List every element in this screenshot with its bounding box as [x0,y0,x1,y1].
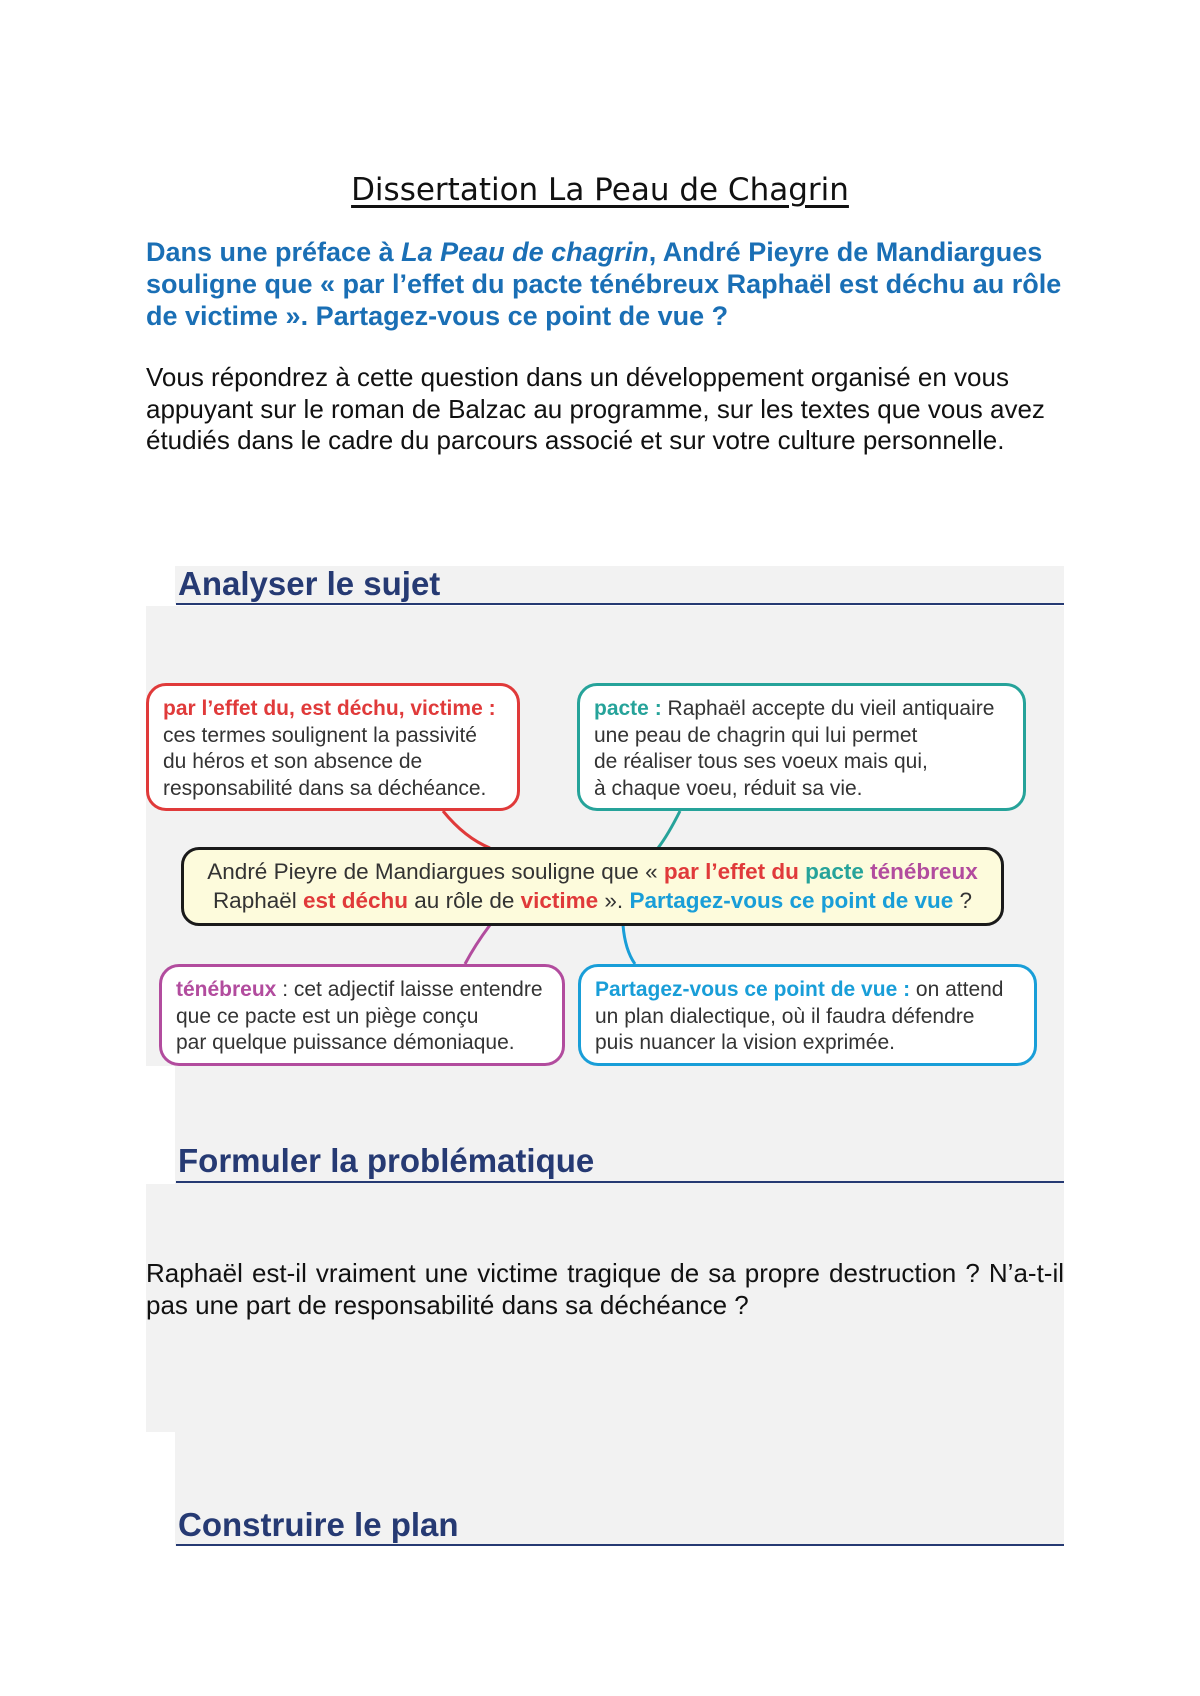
box-purple-line: que ce pacte est un piège conçu [176,1004,479,1028]
connector-teal [658,811,680,848]
box-teal-line: une peau de chagrin qui lui permet [594,723,918,747]
box-red-keyword: par l’effet du, est déchu, victime : [163,697,496,720]
section-rule [176,1181,1064,1183]
section-title-plan: Construire le plan [178,1506,459,1543]
center-text: André Pieyre de Mandiargues souligne que « [207,859,664,884]
center-text: ». [598,888,630,913]
center-keyword-red: victime [520,888,599,913]
center-text: ? [953,888,973,913]
box-teal-keyword: pacte : [594,697,662,720]
section-rule [176,1544,1064,1546]
box-blue-line: puis nuancer la vision exprimée. [595,1031,895,1054]
diagram-box-blue [578,964,1037,1066]
box-purple-first-line: : cet adjectif laisse entendre [276,978,543,1001]
center-keyword-teal: pacte [805,859,864,884]
connector-purple [465,925,490,964]
diagram-box-red [146,683,520,811]
center-keyword-red: par l’effet du [663,859,799,884]
box-blue-first-line: on attend [910,978,1004,1001]
problematique-text: Raphaël est-il vraiment une victime tragique de sa propre destruction ? N’a-t-il pas une part de responsabilité dans sa déchéance ? [146,1258,1064,1320]
subject-quote: , André Pieyre de Mandiargues souligne que « par l’effet du pacte ténébreux Raphaël est déchu au rôle de victime ». Partagez-vous ce point de vue ? [146,237,1062,331]
diagram-box-teal [577,683,1026,811]
document-title: Dissertation La Peau de Chagrin [351,172,849,208]
center-text: au rôle de [408,888,521,913]
diagram-box-purple [159,964,565,1066]
section-title-problematique: Formuler la problématique [178,1142,595,1179]
center-keyword-blue: Partagez-vous ce point de vue [629,888,954,913]
center-text: Raphaël [212,888,304,913]
box-teal-line: à chaque voeu, réduit sa vie. [594,776,863,800]
box-purple-keyword: ténébreux [176,978,277,1001]
box-purple-line: par quelque puissance démoniaque. [176,1031,515,1054]
connector-red [443,811,490,848]
diagram-center-box [181,847,1004,926]
box-blue-line: un plan dialectique, où il faudra défendre [595,1004,975,1028]
box-red-line: ces termes soulignent la passivité [163,723,477,747]
box-teal-first-line: Raphaël accepte du vieil antiquaire [661,697,995,720]
center-keyword-purple: ténébreux [870,859,978,884]
subject-book-title: La Peau de chagrin [401,237,649,267]
center-keyword-red: est déchu [303,888,409,913]
connector-blue [623,925,635,964]
instructions-paragraph: Vous répondrez à cette question dans un développement organisé en vous appuyant sur le roman de Balzac au programme, sur les textes que vous avez étudiés dans le cadre du parcours associé et sur votre culture personnelle. [146,362,1045,455]
box-blue-keyword: Partagez-vous ce point de vue : [595,978,911,1001]
box-red-line: du héros et son absence de [163,750,423,773]
box-teal-line: de réaliser tous ses voeux mais qui, [594,750,928,773]
box-red-line: responsabilité dans sa déchéance. [163,776,487,800]
subject-intro: Dans une préface à [146,237,402,267]
section-title-analyse: Analyser le sujet [178,565,441,602]
